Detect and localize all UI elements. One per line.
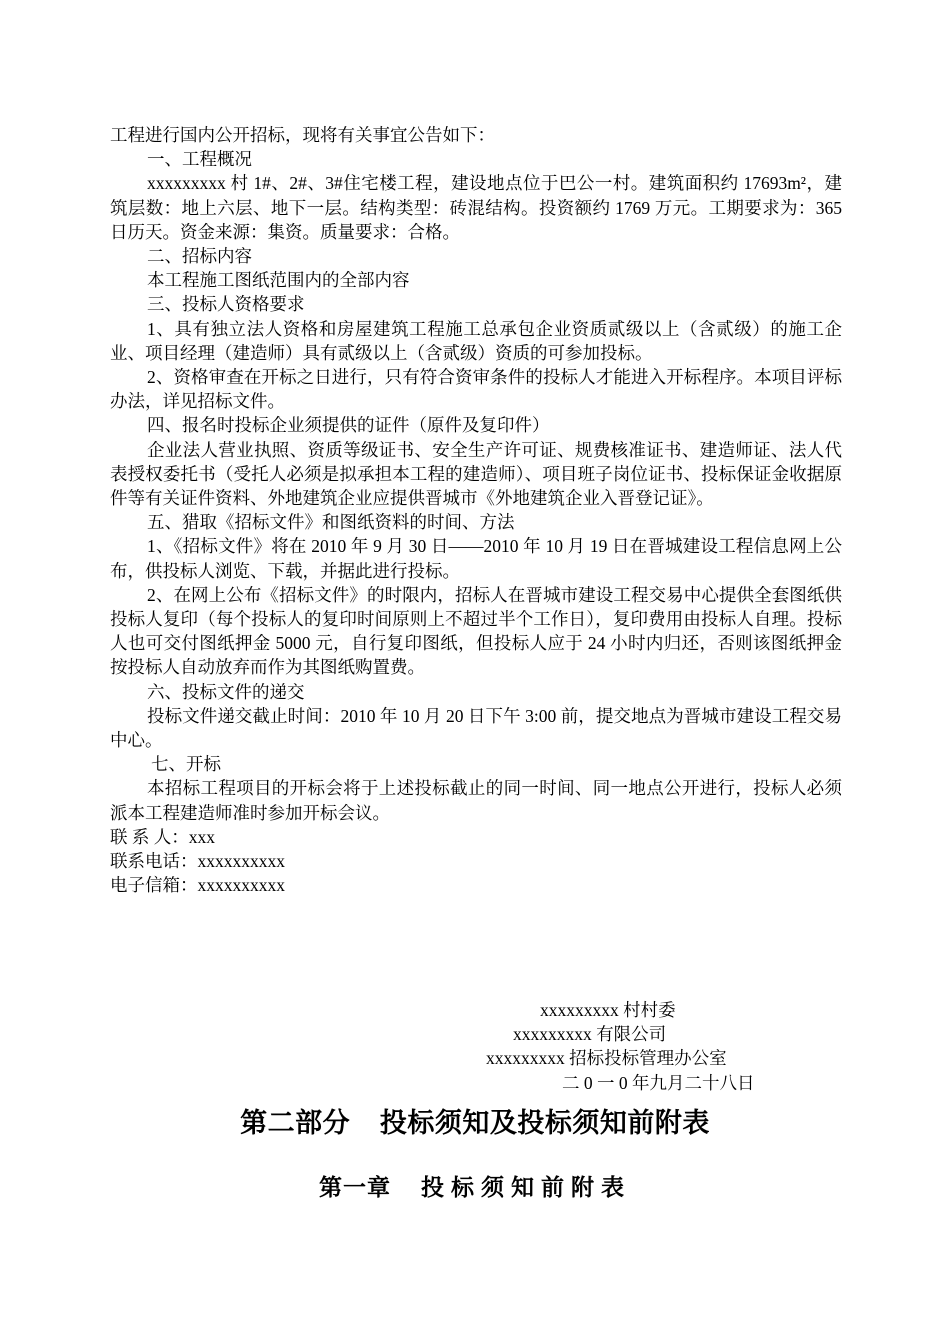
- part-heading: 第二部分 投标须知及投标须知前附表: [240, 1108, 710, 1139]
- section-heading-qualification: 三、投标人资格要求: [147, 294, 305, 315]
- obtain-files-item-2: 2、在网上公布《招标文件》的时限内，招标人在晋城市建设工程交易中心提供全套图纸供投标人复印（每个投标人的复印时间原则上不超过半个工作日），复印费用由投标人自理。投标人也可交付图纸押金 5000 元，自行复印图纸，但投标人应于 24 小时内归还，否则该图纸押金按投标人自动放弃而作为其图纸购置费。: [110, 584, 842, 678]
- section-heading-project-overview: 一、工程概况: [147, 149, 252, 170]
- signature-company: xxxxxxxxx 有限公司: [513, 1024, 667, 1044]
- section-heading-obtain-files: 五、猎取《招标文件》和图纸资料的时间、方法: [147, 512, 515, 533]
- signature-village-committee: xxxxxxxxx 村村委: [540, 1000, 676, 1020]
- intro-line: 工程进行国内公开招标，现将有关事宜公告如下：: [110, 125, 495, 145]
- section-heading-submission: 六、投标文件的递交: [147, 681, 305, 702]
- contact-person: 联 系 人：xxx: [110, 826, 215, 847]
- signature-date: 二 0 一 0 年九月二十八日: [562, 1073, 755, 1093]
- project-overview-paragraph: xxxxxxxxx 村 1#、2#、3#住宅楼工程，建设地点位于巴公一村。建筑面积约 17693m²，建筑层数：地上六层、地下一层。结构类型：砖混结构。投资额约 1769 万元。工期要求为：365 日历天。资金来源：集资。质量要求：合格。: [110, 173, 842, 242]
- qualification-item-2: 2、资格审查在开标之日进行，只有符合资审条件的投标人才能进入开标程序。本项目评标办法，详见招标文件。: [110, 367, 842, 412]
- section-heading-bid-opening: 七、开标: [151, 754, 221, 775]
- chapter-number: 第一章: [319, 1175, 391, 1201]
- documents-paragraph: 企业法人营业执照、资质等级证书、安全生产许可证、规费核准证书、建造师证、法人代表授权委托书（受托人必须是拟承担本工程的建造师）、项目班子岗位证书、投标保证金收据原件等有关证件资料、外地建筑企业应提供晋城市《外地建筑企业入晋登记证》。: [110, 439, 842, 509]
- section-heading-tender-scope: 二、招标内容: [147, 246, 252, 267]
- contact-phone: 联系电话：xxxxxxxxxx: [110, 851, 285, 872]
- section-heading-documents: 四、报名时投标企业须提供的证件（原件及复印件）: [147, 415, 550, 436]
- obtain-files-item-1: 1、《招标文件》将在 2010 年 9 月 30 日——2010 年 10 月 19 日在晋城建设工程信息网上公布，供投标人浏览、下载，并据此进行投标。: [110, 536, 842, 581]
- signature-office: xxxxxxxxx 招标投标管理办公室: [486, 1048, 727, 1068]
- submission-paragraph: 投标文件递交截止时间：2010 年 10 月 20 日下午 3:00 前，提交地点为晋城市建设工程交易中心。: [110, 705, 842, 751]
- chapter-heading: [0, 1169, 950, 1202]
- bid-opening-paragraph: 本招标工程项目的开标会将于上述投标截止的同一时间、同一地点公开进行，投标人必须派本工程建造师准时参加开标会议。: [110, 778, 842, 823]
- chapter-title: 投标须知前附表: [421, 1175, 631, 1201]
- qualification-item-1: 1、具有独立法人资格和房屋建筑工程施工总承包企业资质贰级以上（含贰级）的施工企业、项目经理（建造师）具有贰级以上（含贰级）资质的可参加投标。: [110, 318, 842, 363]
- contact-email: 电子信箱：xxxxxxxxxx: [110, 875, 285, 896]
- tender-scope-paragraph: 本工程施工图纸范围内的全部内容: [147, 270, 410, 291]
- announcement-body: [110, 123, 842, 898]
